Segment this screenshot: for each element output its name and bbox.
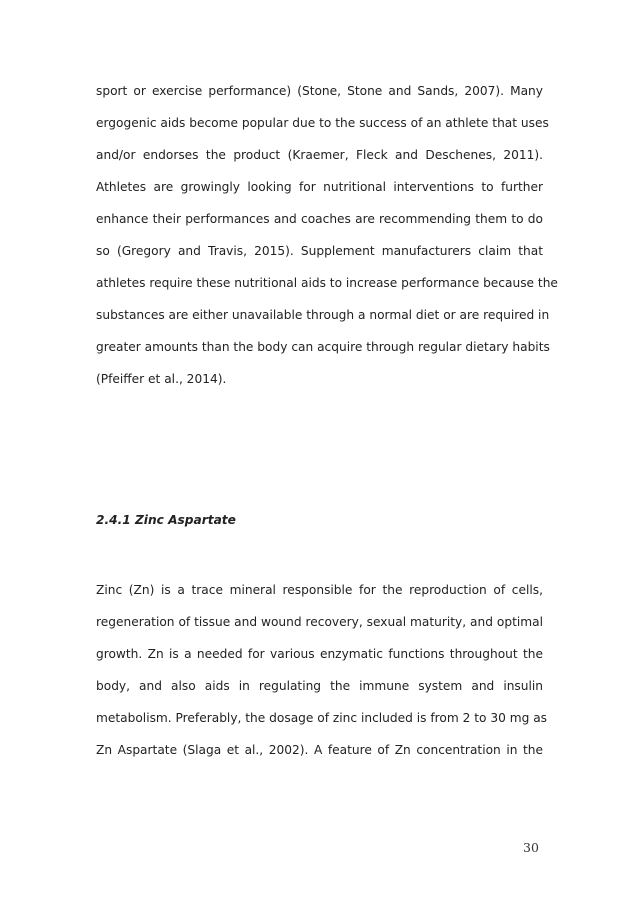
text-line: greater amounts than the body can acquire through regular dietary habits — [96, 340, 550, 354]
paragraph-ergogenic-aids — [96, 82, 558, 402]
text-line: growth. Zn is a needed for various enzymatic functions throughout the — [96, 647, 543, 661]
text-line: Athletes are growingly looking for nutritional interventions to further — [96, 180, 543, 194]
paragraph-zinc-aspartate — [96, 581, 548, 773]
text-line: regeneration of tissue and wound recovery, sexual maturity, and optimal — [96, 615, 543, 629]
text-line: metabolism. Preferably, the dosage of zinc included is from 2 to 30 mg as — [96, 711, 548, 725]
page-number: 30 — [523, 840, 539, 855]
text-line: ergogenic aids become popular due to the success of an athlete that uses — [96, 116, 549, 130]
text-line: athletes require these nutritional aids to increase performance because the — [96, 276, 558, 290]
text-line: body, and also aids in regulating the immune system and insulin — [96, 679, 543, 693]
text-line: Zinc (Zn) is a trace mineral responsible for the reproduction of cells, — [96, 583, 543, 597]
text-line: so (Gregory and Travis, 2015). Supplement manufacturers claim that — [96, 244, 543, 258]
text-line: sport or exercise performance) (Stone, Stone and Sands, 2007). Many — [96, 84, 543, 98]
text-line: enhance their performances and coaches are recommending them to do — [96, 212, 543, 226]
text-line: Zn Aspartate (Slaga et al., 2002). A feature of Zn concentration in the — [96, 743, 543, 757]
text-line: and/or endorses the product (Kraemer, Fleck and Deschenes, 2011). — [96, 148, 543, 162]
text-line: (Pfeiffer et al., 2014). — [96, 372, 227, 386]
text-line: substances are either unavailable through a normal diet or are required in — [96, 308, 550, 322]
section-heading: 2.4.1 Zinc Aspartate — [96, 513, 236, 527]
